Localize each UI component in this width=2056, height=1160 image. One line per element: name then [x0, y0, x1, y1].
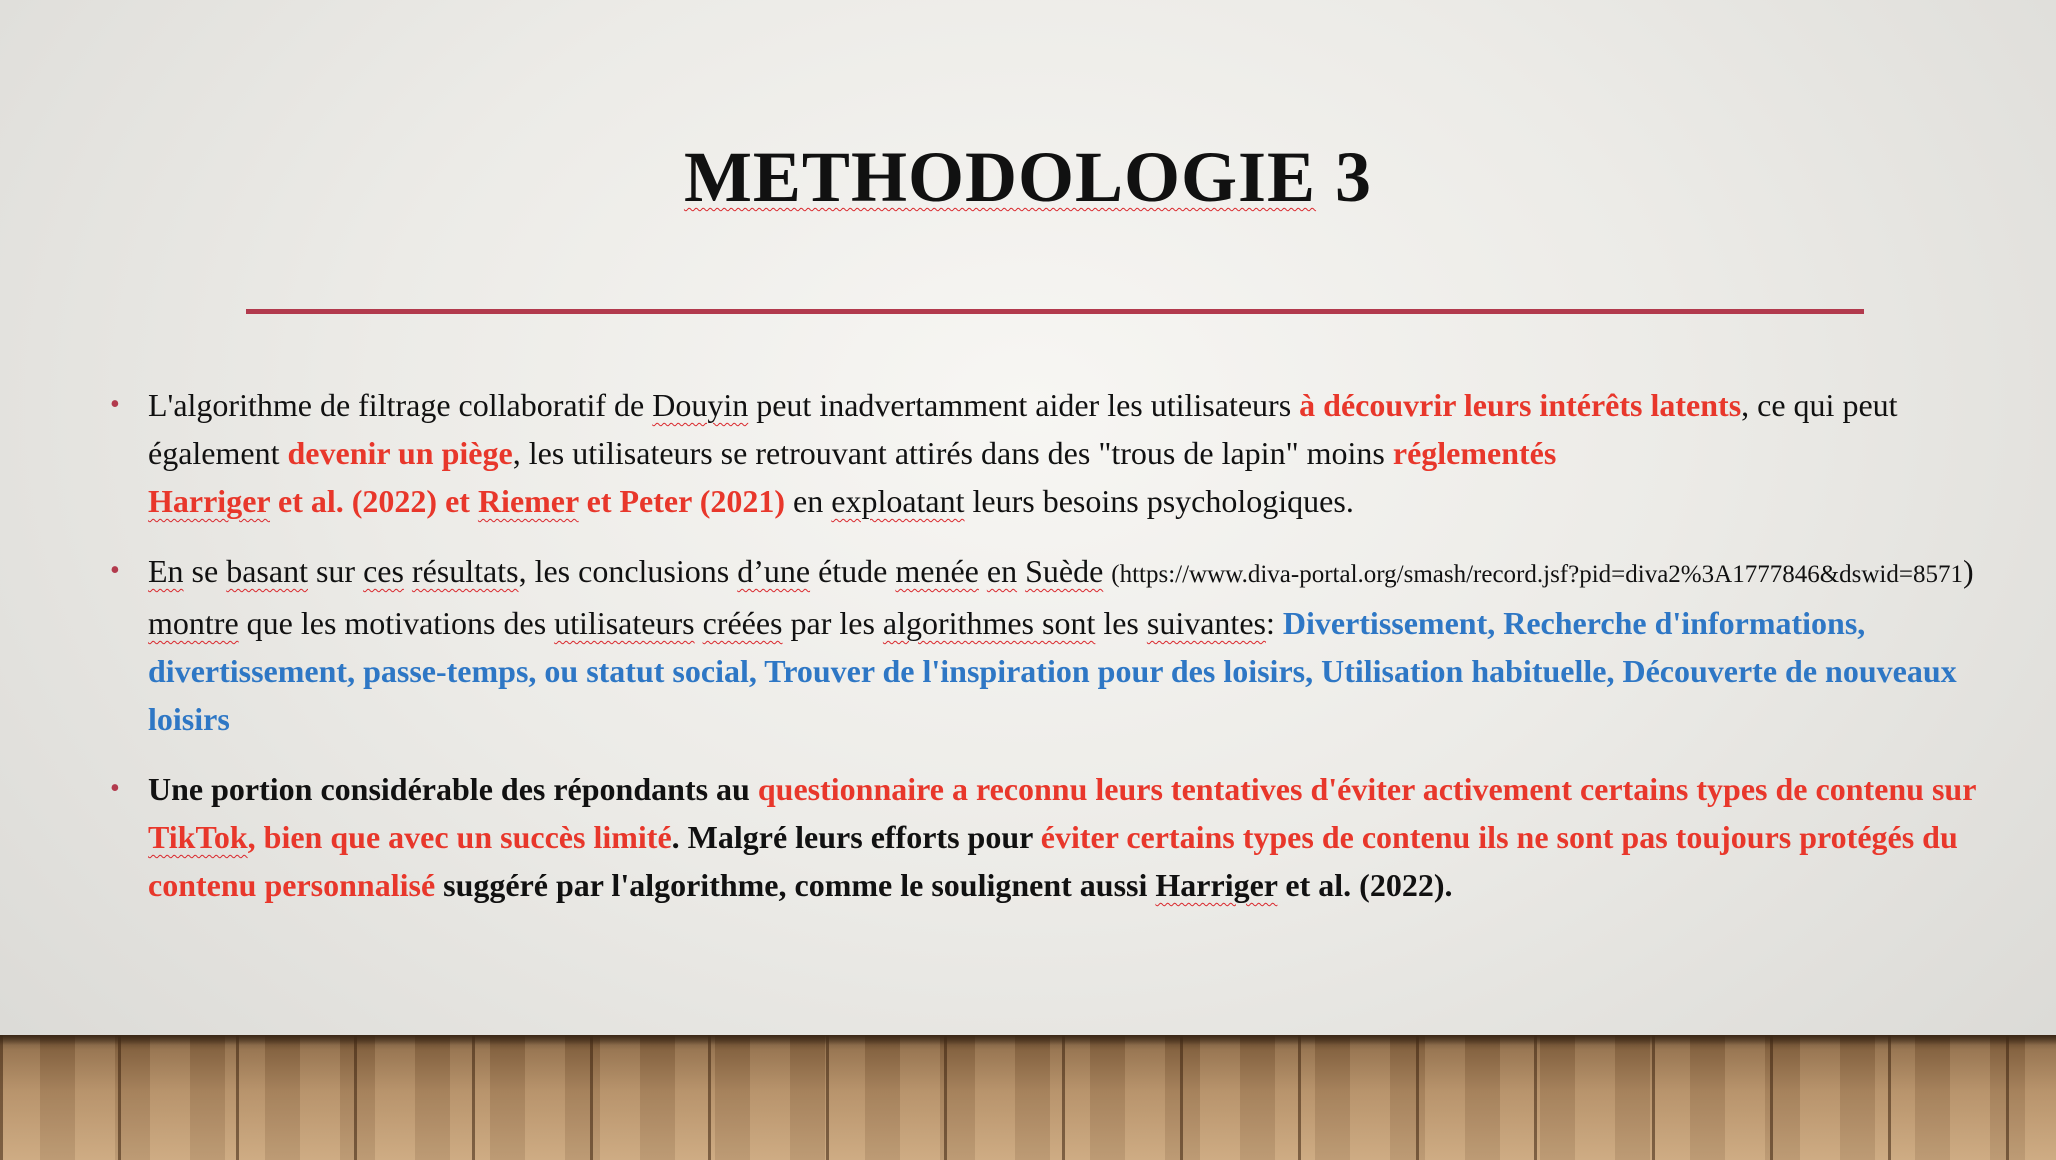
highlight-red: questionnaire a reconnu leurs tentatives d'éviter activement certains types de contenu sur: [757, 771, 1976, 807]
highlight-red: Harriger: [148, 483, 271, 519]
bullet-1: [110, 381, 1980, 525]
title-word: METHODOLOGIE: [683, 137, 1317, 217]
text-run: par les: [782, 605, 883, 641]
text-run: ): [1962, 553, 1974, 589]
text-run: que les motivations des: [238, 605, 555, 641]
bullet-2: [110, 547, 1980, 743]
text-run: en: [785, 483, 832, 519]
text-run: suggéré par l'algorithme, comme le soulignent aussi: [435, 867, 1156, 903]
source-url: (https://www.diva-portal.org/smash/record.jsf?pid=diva2%3A1777846&dswid=8571: [1111, 561, 1963, 588]
highlight-red: et al. (2022) et: [270, 483, 478, 519]
text-run: ces: [363, 553, 404, 589]
text-run: montre: [148, 605, 239, 641]
text-run: en: [986, 553, 1018, 589]
text-run: :: [1265, 605, 1283, 641]
text-run: , les utilisateurs se retrouvant attirés dans des "trous de lapin" moins: [512, 435, 1393, 471]
text-run: , les conclusions: [518, 553, 738, 589]
text-run: [1017, 553, 1025, 589]
text-run: , ce qui peut également: [148, 387, 1898, 471]
text-run: peut inadvertamment aider les utilisateurs: [748, 387, 1300, 423]
text-run: . Malgré leurs efforts pour: [671, 819, 1041, 855]
title-number: 3: [1316, 137, 1373, 217]
text-run: Suède: [1025, 553, 1104, 589]
highlight-red: et Peter (2021): [578, 483, 786, 519]
highlight-red: éviter certains types de contenu ils ne sont pas toujours protégés du contenu personnalisé: [148, 819, 1958, 903]
text-run: En: [148, 553, 184, 589]
text-run: Harriger: [1155, 867, 1278, 903]
text-run: suivantes: [1146, 605, 1266, 641]
text-run: exploatant: [831, 483, 965, 519]
text-run: et al. (2022).: [1277, 867, 1453, 903]
slide-title: [0, 138, 2056, 217]
bullet-list: [110, 381, 1980, 931]
text-run: créées: [702, 605, 783, 641]
highlight-red: à découvrir leurs intérêts latents: [1299, 387, 1742, 423]
text-run: se: [183, 553, 227, 589]
text-run: [404, 553, 412, 589]
text-run: Douyin: [652, 387, 749, 423]
bullet-icon: •: [110, 389, 120, 420]
motivations-list: Divertissement, Recherche d'informations, divertissement, passe-temps, ou statut social, Trouver de l'inspiration pour des loisirs, Utilisation habituelle, Découverte de nouveaux loisirs: [148, 605, 1957, 737]
text-run: les: [1095, 605, 1147, 641]
title-divider: [246, 309, 1864, 314]
highlight-red: réglementés: [1392, 435, 1557, 471]
bullet-icon: •: [110, 555, 120, 586]
text-run: algorithmes sont: [882, 605, 1096, 641]
text-run: basant: [226, 553, 308, 589]
highlight-red: devenir un piège: [287, 435, 513, 471]
bullet-icon: •: [110, 773, 120, 804]
text-run: Une portion considérable des répondants au: [148, 771, 758, 807]
text-run: résultats: [411, 553, 519, 589]
text-run: L'algorithme de filtrage collaboratif de: [148, 387, 653, 423]
text-run: leurs besoins psychologiques.: [964, 483, 1354, 519]
text-run: sur: [307, 553, 364, 589]
text-run: d’une: [737, 553, 811, 589]
text-run: [695, 605, 703, 641]
text-run: menée: [895, 553, 979, 589]
wood-floor-decoration: [0, 1035, 2056, 1160]
text-run: utilisateurs: [554, 605, 695, 641]
text-run: étude: [810, 553, 896, 589]
highlight-red: TikTok: [148, 819, 248, 855]
bullet-3: [110, 765, 1980, 909]
text-run: [979, 553, 987, 589]
highlight-red: Riemer: [477, 483, 579, 519]
highlight-red: , bien que avec un succès limité: [247, 819, 672, 855]
